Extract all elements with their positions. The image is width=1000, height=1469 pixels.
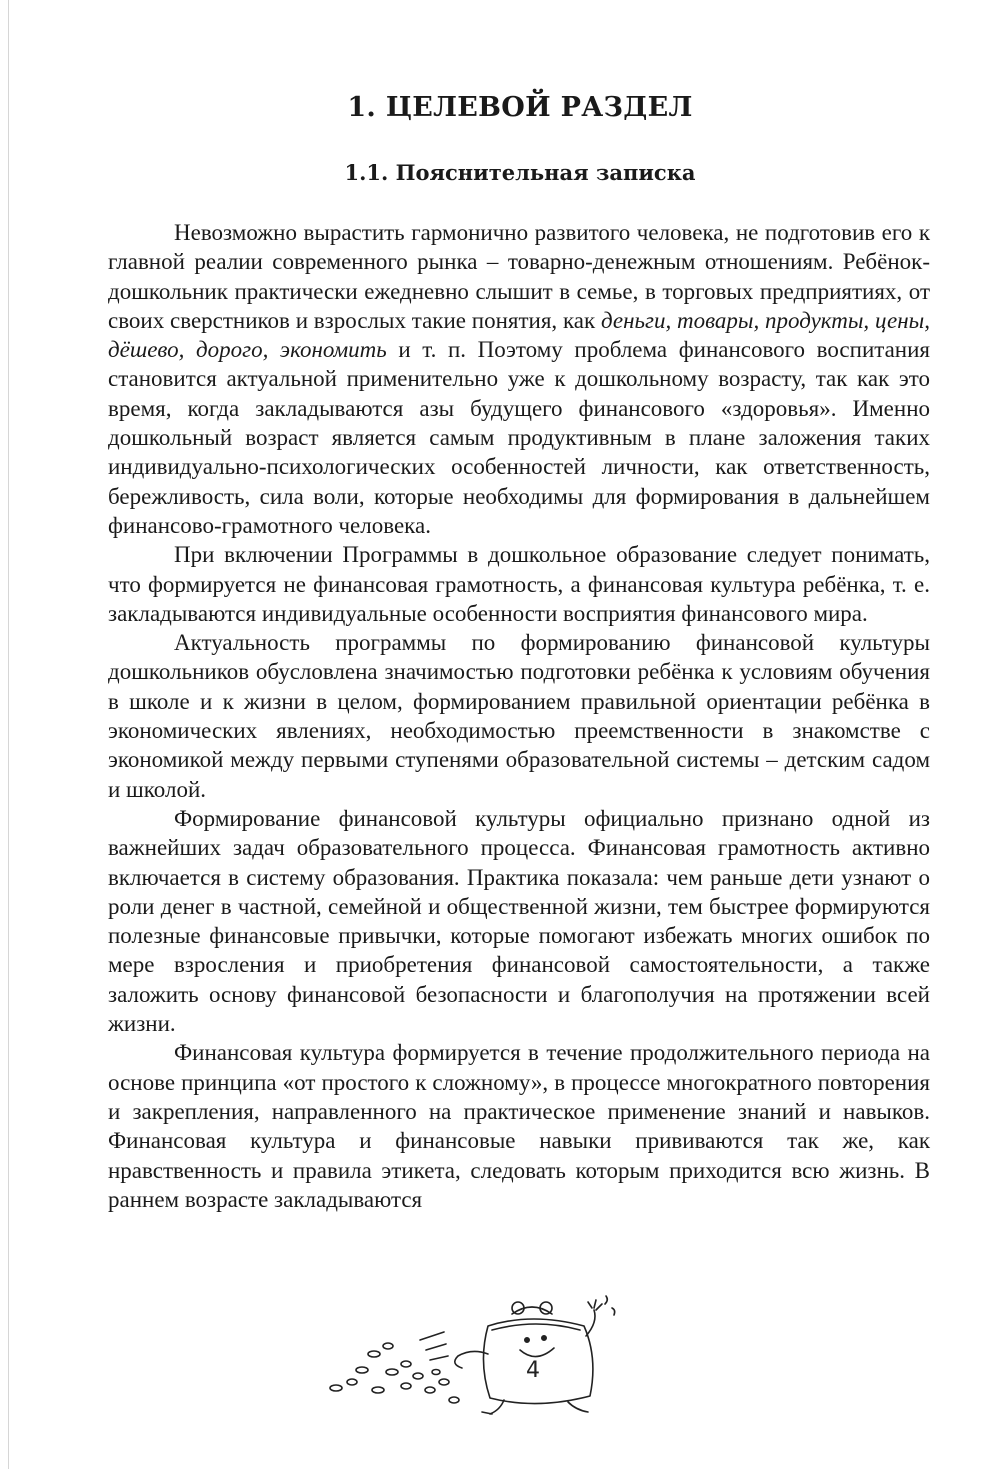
binding-edge [8, 0, 9, 1469]
paragraph-1-end: и т. п. Поэтому проблема финансового воспитания становится актуальной применительно уже к дошкольному возрасту, так как это время, когда закладываются азы будущего финансового «здоровья». Именно дошкольный возраст является самым продуктивным в плане заложения таких индивидуально-психологических особенностей личности, как ответственность, бережливость, сила воли, которые необходимы для формирования в дальнейшем финансово-грамотного человека. [108, 337, 930, 538]
paragraph-1 [108, 218, 930, 540]
chapter-heading: 1. ЦЕЛЕВОЙ РАЗДЕЛ [347, 92, 693, 123]
section-heading: 1.1. Пояснительная записка [344, 160, 696, 185]
page-number: 4 [526, 1358, 540, 1383]
paragraph-5: Финансовая культура формируется в течение продолжительного периода на основе принципа «от простого к сложному», в процессе многократного повторения и закрепления, направленного на практическое применение знаний и навыков. Финансовая культура и финансовые навыки прививаются так же, как нравственность и правила этикета, следовать которым приходится всю жизнь. В раннем возрасте закладываются [108, 1040, 930, 1212]
purse-with-coins-icon [322, 1278, 622, 1428]
paragraph-1-start: Невозможно вырастить гармонично развитого человека, не подготовив его к главной реалии современного рынка – товарно-денежным отношениям. Ребёнок-дошкольник практически ежедневно слышит в семье, в торговых предприятиях, от своих сверстников и взрослых такие понятия, как [108, 220, 930, 333]
paragraph-1-italic-terms: деньги, товары, продукты, цены, дёшево, дорого, экономить [108, 307, 930, 363]
paragraph-3: Актуальность программы по формированию финансовой культуры дошкольников обусловлена значимостью подготовки ребёнка к условиям обучения в школе и к жизни в целом, формированием правильной ориентации ребёнка в экономических явлениях, необходимостью преемственности в знакомстве с экономикой между первыми ступенями образовательной системы – детским садом и школой. [108, 630, 930, 802]
body-text [108, 218, 930, 1214]
paragraph-2: При включении Программы в дошкольное образование следует понимать, что формируется не финансовая грамотность, а финансовая культура ребёнка, т. е. закладываются индивидуальные особенности восприятия финансового мира. [108, 542, 930, 626]
paragraph-4: Формирование финансовой культуры официально признано одной из важнейших задач образовательного процесса. Финансовая грамотность активно включается в систему образования. Практика показала: чем раньше дети узнают о роли денег в частной, семейной и общественной жизни, тем быстрее формируются полезные финансовые привычки, которые помогают избежать многих ошибок по мере взросления и приобретения финансовой самостоятельности, а также заложить основу финансовой безопасности и благополучия на протяжении всей жизни. [108, 805, 930, 1037]
